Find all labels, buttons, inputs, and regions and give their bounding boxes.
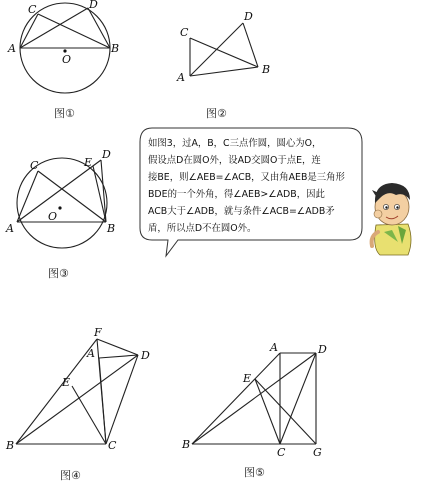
speech-bubble [140, 128, 362, 256]
fig4-label-b: B [6, 439, 15, 452]
bubble-line-2: 假设点D在圆O外，设AD交圆O于点E，连 [148, 155, 321, 166]
fig5-segment-eg [255, 379, 316, 444]
fig3-label-o: O [48, 210, 58, 223]
fig4-segment-ec [72, 386, 106, 444]
fig5-label-d: D [318, 343, 327, 356]
bubble-line-3: 接BE，则∠AEB=∠ACB，又由角AEB是三角形 [148, 172, 345, 183]
bubble-line-6: 盾，所以点D不在圆O外。 [148, 223, 257, 234]
fig2-label-a: A [177, 71, 185, 84]
fig4-label-f: F [94, 326, 102, 339]
figure-1 [7, 0, 119, 120]
fig5-label-c: C [277, 446, 286, 459]
fig4-caption: 图④ [60, 469, 81, 482]
fig2-segment-db [243, 23, 258, 67]
fig5-label-e: E [243, 372, 252, 385]
fig5-label-g: G [313, 446, 322, 459]
fig1-label-b: B [111, 42, 120, 55]
fig5-segment-ba [192, 353, 280, 444]
fig1-segment-db [88, 8, 110, 48]
bubble-line-5: ACB大于∠ADB，就与条件∠ACB=∠ADB矛 [148, 206, 335, 217]
fig4-segment-bf [16, 339, 97, 444]
fig1-label-d: D [89, 0, 98, 11]
fig4-label-c: C [108, 439, 117, 452]
bubble-line-4: BDE的一个外角，得∠AEB>∠ADB，因此 [148, 189, 325, 200]
fig4-segment-bd [16, 355, 138, 444]
fig2-segment-ab [190, 67, 258, 76]
fig5-segment-bd [192, 353, 316, 444]
fig5-caption: 图⑤ [244, 466, 265, 479]
fig2-label-b: B [262, 63, 271, 76]
fig3-label-d: D [102, 148, 111, 161]
figure-3 [5, 148, 115, 280]
fig4-label-a: A [87, 347, 95, 360]
fig3-caption: 图③ [48, 267, 69, 280]
fig1-label-c: C [28, 3, 37, 16]
fig2-caption: 图② [206, 107, 227, 120]
fig4-segment-ad [99, 355, 138, 358]
cartoon-boy-illustration [372, 183, 411, 255]
fig2-segment-ad [190, 23, 243, 76]
fig4-label-d: D [141, 349, 150, 362]
fig5-label-b: B [182, 438, 191, 451]
figure-5 [181, 341, 327, 479]
fig4-segment-dc [106, 355, 138, 444]
fig4-segment-fd [97, 339, 138, 355]
bubble-line-1: 如图3，过A，B，C三点作圆，圆心为O， [148, 138, 322, 149]
fig5-label-a: A [270, 341, 278, 354]
fig2-label-c: C [180, 26, 189, 39]
fig1-label-o: O [62, 53, 72, 66]
fig3-label-b: B [107, 222, 116, 235]
fig1-caption: 图① [54, 107, 75, 120]
fig3-center-dot [58, 206, 61, 209]
fig1-label-a: A [8, 42, 16, 55]
fig4-label-e: E [62, 376, 71, 389]
fig3-label-e: E [84, 156, 93, 169]
figure-4 [5, 326, 150, 482]
fig2-label-d: D [244, 10, 253, 23]
fig3-label-c: C [30, 159, 39, 172]
fig3-label-a: A [6, 222, 14, 235]
fig4-segment-ac [99, 358, 106, 444]
figure-2 [176, 10, 270, 120]
